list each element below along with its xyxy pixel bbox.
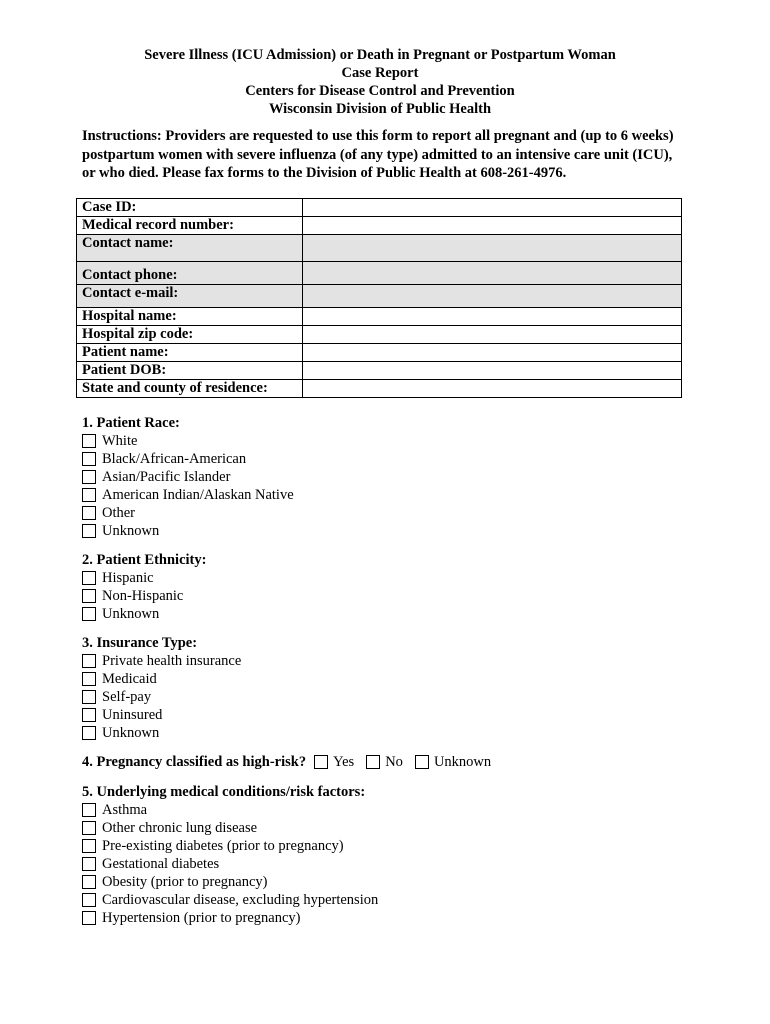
checkbox[interactable] <box>82 690 96 704</box>
residence-label: State and county of residence: <box>77 380 303 398</box>
patient-race-section <box>82 414 294 540</box>
hospital-name-field[interactable] <box>303 308 682 326</box>
high-risk-title: 4. Pregnancy classified as high-risk? <box>82 753 307 770</box>
contact-phone-field[interactable] <box>303 262 682 285</box>
checkbox[interactable] <box>82 893 96 907</box>
case-id-label: Case ID: <box>77 199 303 217</box>
insurance-option-uninsured[interactable]: Uninsured <box>82 706 241 724</box>
hospital-zip-label: Hospital zip code: <box>77 326 303 344</box>
condition-option-gestational-diabetes[interactable]: Gestational diabetes <box>82 855 378 873</box>
checkbox[interactable] <box>82 524 96 538</box>
race-option-american-indian[interactable]: American Indian/Alaskan Native <box>82 486 294 504</box>
checkbox[interactable] <box>82 708 96 722</box>
race-option-unknown[interactable]: Unknown <box>82 522 294 540</box>
table-row <box>77 285 682 308</box>
checkbox[interactable] <box>82 803 96 817</box>
patient-name-label: Patient name: <box>77 344 303 362</box>
race-option-asian[interactable]: Asian/Pacific Islander <box>82 468 294 486</box>
table-row <box>77 308 682 326</box>
checkbox[interactable] <box>82 726 96 740</box>
table-row <box>77 199 682 217</box>
insurance-option-unknown[interactable]: Unknown <box>82 724 241 742</box>
case-info-table <box>76 198 682 398</box>
agency-name: Centers for Disease Control and Prevention <box>245 83 515 99</box>
ethnicity-option-hispanic[interactable]: Hispanic <box>82 569 206 587</box>
checkbox[interactable] <box>82 607 96 621</box>
patient-ethnicity-title: 2. Patient Ethnicity: <box>82 552 207 568</box>
contact-email-field[interactable] <box>303 285 682 308</box>
checkbox[interactable] <box>82 911 96 925</box>
patient-dob-field[interactable] <box>303 362 682 380</box>
condition-option-obesity[interactable]: Obesity (prior to pregnancy) <box>82 873 378 891</box>
race-option-other[interactable]: Other <box>82 504 294 522</box>
insurance-option-self-pay[interactable]: Self-pay <box>82 688 241 706</box>
checkbox[interactable] <box>82 506 96 520</box>
condition-option-cardiovascular[interactable]: Cardiovascular disease, excluding hypertension <box>82 891 378 909</box>
race-option-white[interactable]: White <box>82 432 294 450</box>
checkbox[interactable] <box>82 672 96 686</box>
contact-name-label: Contact name: <box>77 235 303 262</box>
insurance-type-title: 3. Insurance Type: <box>82 635 198 651</box>
high-risk-option-yes[interactable]: Yes <box>314 754 354 771</box>
race-option-black[interactable]: Black/African-American <box>82 450 294 468</box>
contact-name-field[interactable] <box>303 235 682 262</box>
checkbox[interactable] <box>82 589 96 603</box>
checkbox[interactable] <box>82 857 96 871</box>
high-risk-option-unknown[interactable]: Unknown <box>415 754 491 771</box>
ethnicity-option-non-hispanic[interactable]: Non-Hispanic <box>82 587 206 605</box>
conditions-title: 5. Underlying medical conditions/risk factors: <box>82 784 366 800</box>
checkbox[interactable] <box>415 755 429 769</box>
checkbox[interactable] <box>82 434 96 448</box>
form-header <box>0 46 760 118</box>
table-row <box>77 235 682 262</box>
checkbox[interactable] <box>314 755 328 769</box>
patient-ethnicity-section <box>82 551 206 623</box>
case-id-field[interactable] <box>303 199 682 217</box>
checkbox[interactable] <box>82 821 96 835</box>
contact-email-label: Contact e-mail: <box>77 285 303 308</box>
form-subtitle: Case Report <box>341 65 419 81</box>
division-name: Wisconsin Division of Public Health <box>268 101 492 117</box>
table-row <box>77 326 682 344</box>
table-row <box>77 362 682 380</box>
instructions-text: Instructions: Providers are requested to use this form to report all pregnant and (up to 6 weeks) postpartum women with severe influenza (of any type) admitted to an intensive care unit (ICU), or who died. Please fax forms to the Division of Public Health at 608-261-4976. <box>82 128 674 181</box>
checkbox[interactable] <box>82 452 96 466</box>
condition-option-preexisting-diabetes[interactable]: Pre-existing diabetes (prior to pregnancy) <box>82 837 378 855</box>
insurance-type-section <box>82 634 241 742</box>
table-row <box>77 344 682 362</box>
checkbox[interactable] <box>82 839 96 853</box>
table-row <box>77 217 682 235</box>
condition-option-asthma[interactable]: Asthma <box>82 801 378 819</box>
residence-field[interactable] <box>303 380 682 398</box>
conditions-section <box>82 783 378 927</box>
condition-option-chronic-lung[interactable]: Other chronic lung disease <box>82 819 378 837</box>
checkbox[interactable] <box>82 470 96 484</box>
high-risk-question <box>82 753 503 771</box>
hospital-zip-field[interactable] <box>303 326 682 344</box>
high-risk-option-no[interactable]: No <box>366 754 403 771</box>
checkbox[interactable] <box>82 654 96 668</box>
hospital-name-label: Hospital name: <box>77 308 303 326</box>
condition-option-hypertension[interactable]: Hypertension (prior to pregnancy) <box>82 909 378 927</box>
contact-phone-label: Contact phone: <box>77 262 303 285</box>
checkbox[interactable] <box>366 755 380 769</box>
patient-name-field[interactable] <box>303 344 682 362</box>
patient-dob-label: Patient DOB: <box>77 362 303 380</box>
table-row <box>77 262 682 285</box>
insurance-option-medicaid[interactable]: Medicaid <box>82 670 241 688</box>
form-title: Severe Illness (ICU Admission) or Death in Pregnant or Postpartum Woman <box>144 47 616 63</box>
ethnicity-option-unknown[interactable]: Unknown <box>82 605 206 623</box>
table-row <box>77 380 682 398</box>
checkbox[interactable] <box>82 875 96 889</box>
checkbox[interactable] <box>82 571 96 585</box>
insurance-option-private[interactable]: Private health insurance <box>82 652 241 670</box>
checkbox[interactable] <box>82 488 96 502</box>
medical-record-number-field[interactable] <box>303 217 682 235</box>
medical-record-number-label: Medical record number: <box>77 217 303 235</box>
patient-race-title: 1. Patient Race: <box>82 415 180 431</box>
